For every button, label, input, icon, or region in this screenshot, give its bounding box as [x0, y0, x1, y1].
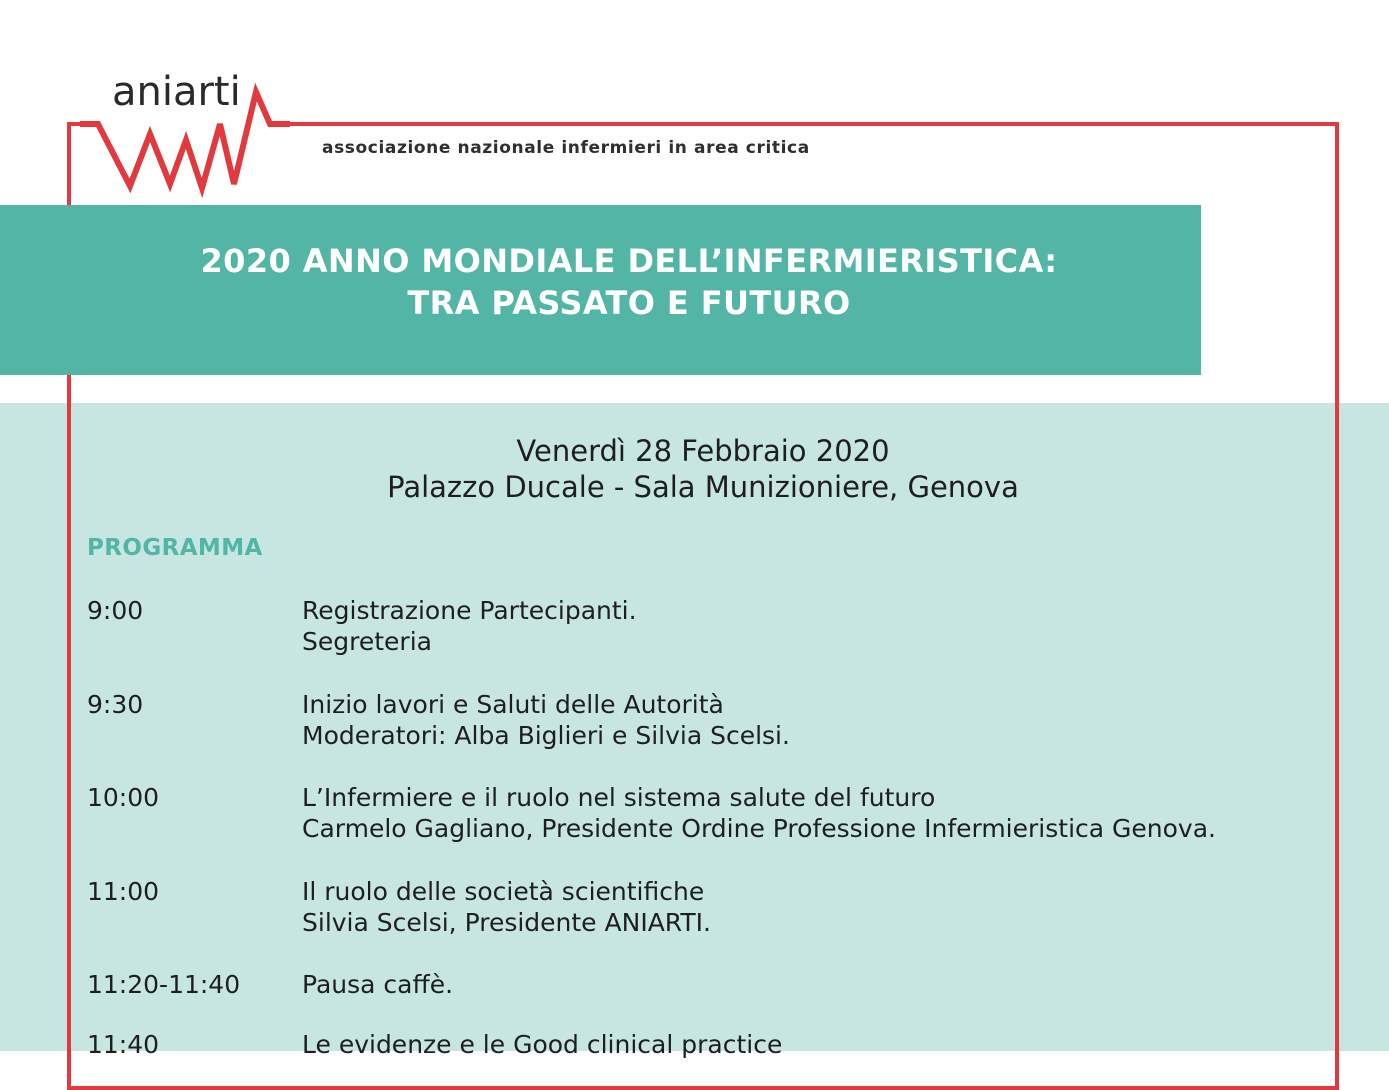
heartbeat-icon	[80, 60, 290, 200]
title-line-1: 2020 ANNO MONDIALE DELL’INFERMIERISTICA:	[200, 242, 1058, 280]
program-detail: Carmelo Gagliano, Presidente Ordine Professione Infermieristica Genova.	[302, 814, 1216, 843]
title-line-2: TRA PASSATO E FUTURO	[407, 284, 851, 322]
program-detail: Segreteria	[302, 627, 432, 656]
program-heading: PROGRAMMA	[87, 535, 263, 561]
event-date: Venerdì 28 Febbraio 2020	[516, 434, 890, 468]
program-time: 11:20-11:40	[87, 970, 241, 999]
program-time: 10:00	[87, 783, 160, 812]
logo-wordmark: aniarti	[112, 69, 241, 115]
program-detail: Moderatori: Alba Biglieri e Silvia Scelsi.	[302, 721, 790, 750]
program-time: 9:00	[87, 596, 144, 625]
program-title: Le evidenze e le Good clinical practice	[302, 1030, 783, 1059]
program-title: L’Infermiere e il ruolo nel sistema salute del futuro	[302, 783, 936, 812]
program-time: 11:40	[87, 1030, 160, 1059]
association-tagline: associazione nazionale infermieri in area critica	[322, 138, 810, 158]
program-title: Registrazione Partecipanti.	[302, 596, 637, 625]
program-detail: Silvia Scelsi, Presidente ANIARTI.	[302, 908, 711, 937]
program-time: 9:30	[87, 690, 144, 719]
program-time: 11:00	[87, 877, 160, 906]
aniarti-logo	[80, 60, 290, 200]
program-title: Pausa caffè.	[302, 970, 454, 999]
program-title: Inizio lavori e Saluti delle Autorità	[302, 690, 724, 719]
program-title: Il ruolo delle società scientifiche	[302, 877, 705, 906]
event-venue: Palazzo Ducale - Sala Munizioniere, Genova	[387, 470, 1019, 504]
